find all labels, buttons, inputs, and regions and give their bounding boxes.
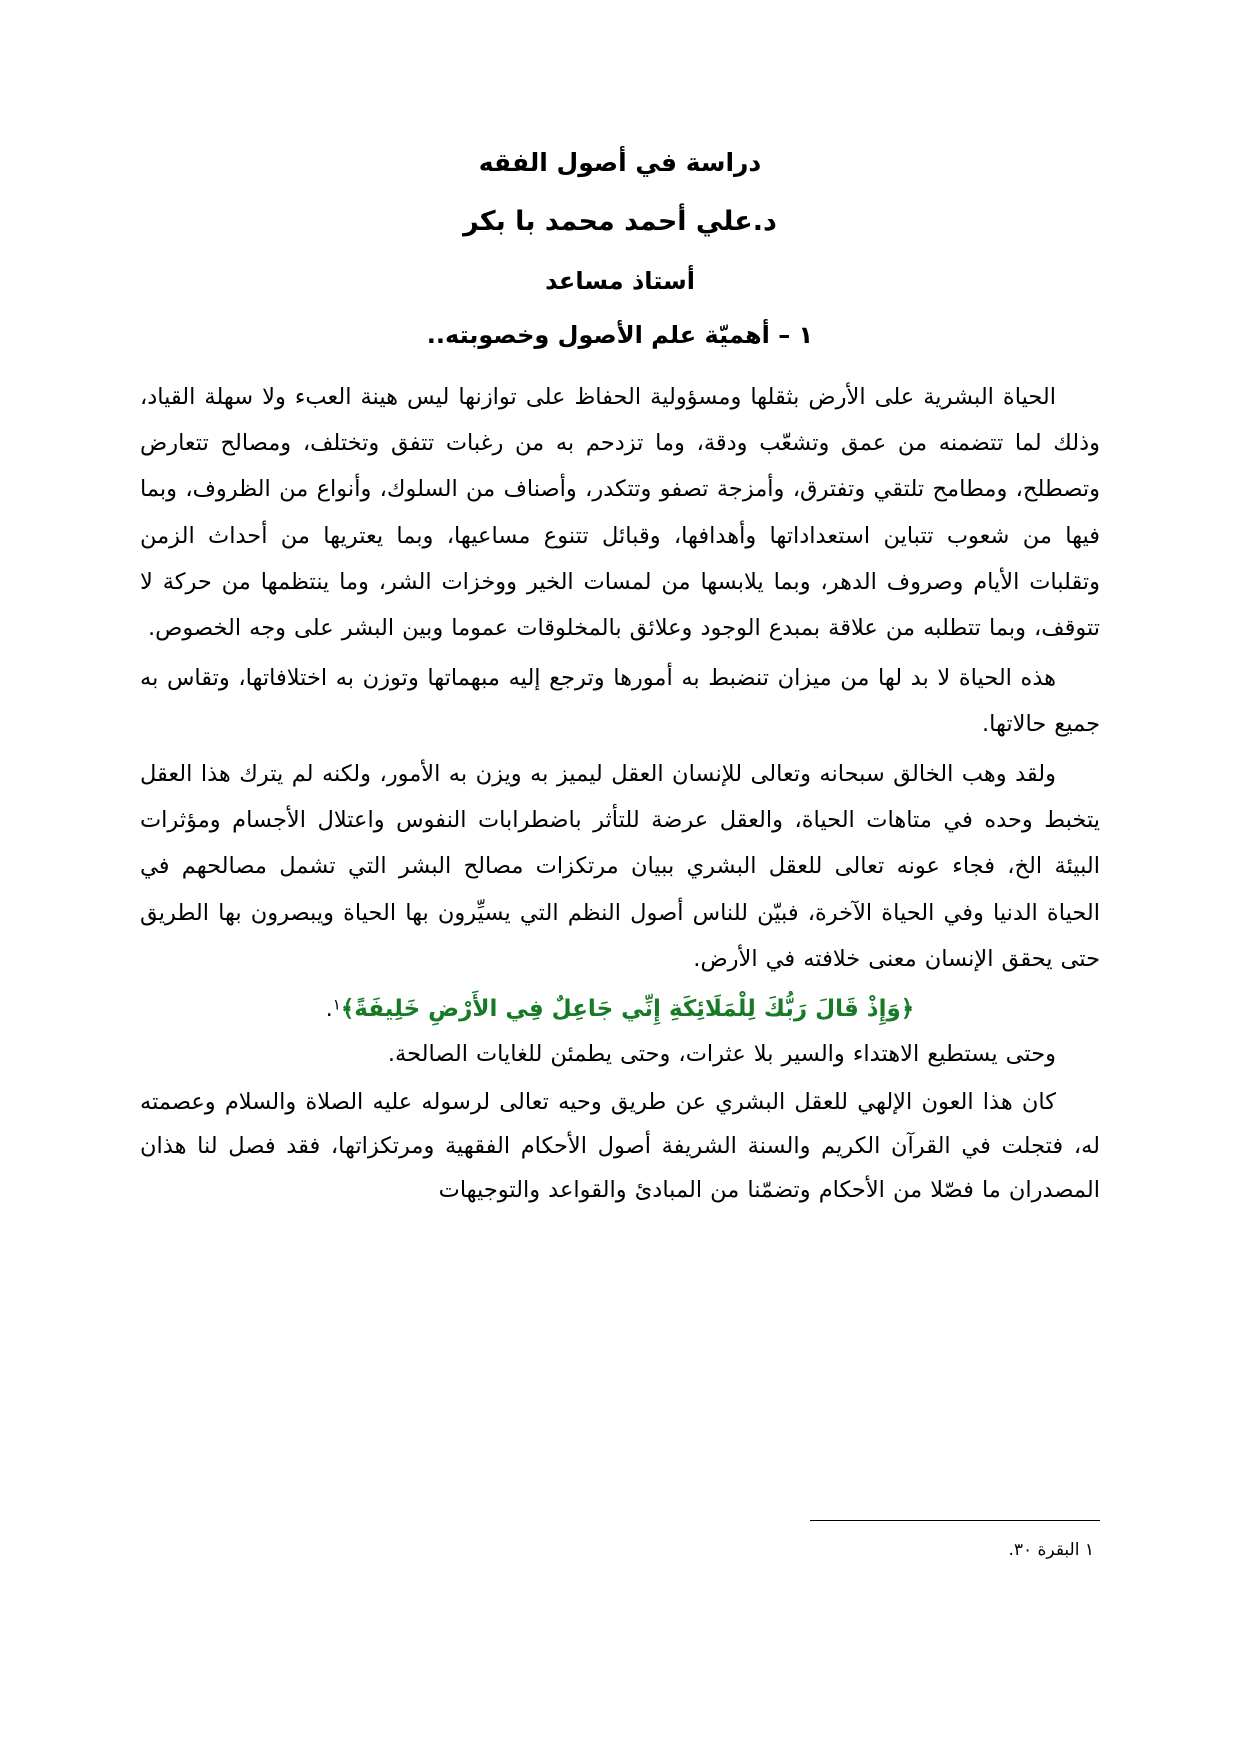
body-paragraph: الحياة البشرية على الأرض بثقلها ومسؤولية الحفاظ على توازنها ليس هينة العبء ولا سهلة القياد، وذلك لما تتضمنه من عمق وتشعّب ودقة، وما تزدحم به من رغبات تتفق وتختلف، ومصالح تتعارض وتصطلح، ومطامح تلتقي وتفترق، وأمزجة تصفو وتتكدر، وأصناف من السلوك، وأنواع من الظروف، وبما فيها من شعوب تتباين استعداداتها وأهدافها، وقبائل تتنوع مساعيها، وبما يعتريها من أحداث الزمن وتقلبات الأيام وصروف الدهر، وبما يلابسها من لمسات الخير ووخزات الشر، وما ينتظمها من حركة لا تتوقف، وبما تتطلبه من علاقة بمبدع الوجود وعلائق بالمخلوقات عموما وبين البشر على وجه الخصوص. [140,384,1100,641]
title-block [140,150,1100,294]
verse-trailing-punctuation: . [325,996,333,1022]
quran-verse-line [140,988,1100,1032]
quran-verse-text: ﴿وَإِذْ قَالَ رَبُّكَ لِلْمَلَائِكَةِ إِنِّي جَاعِلٌ فِي الأَرْضِ خَلِيفَةً﴾ [340,995,915,1022]
body-paragraph: وحتى يستطيع الاهتداء والسير بلا عثرات، وحتى يطمئن للغايات الصالحة. [387,1041,1056,1068]
body-paragraph: ولقد وهب الخالق سبحانه وتعالى للإنسان العقل ليميز به ويزن به الأمور، ولكنه لم يترك هذا العقل يتخبط وحده في متاهات الحياة، والعقل عرضة للتأثر باضطرابات النفوس واعتلال الأجسام ومؤثرات البيئة الخ، فجاء عونه تعالى للعقل البشري ببيان مرتكزات مصالح البشر التي تشمل مصالحهم في الحياة الدنيا وفي الحياة الآخرة، فبيّن للناس أصول النظم التي يسيِّرون بها الحياة ويبصرون بها الطريق حتى يحقق الإنسان معنى خلافته في الأرض. [140,761,1100,972]
footnote-area [140,1520,1100,1564]
page-title: دراسة في أصول الفقه [478,148,762,177]
body-paragraph: كان هذا العون الإلهي للعقل البشري عن طريق وحيه تعالى لرسوله عليه الصلاة والسلام وعصمته له، فتجلت في القرآن الكريم والسنة الشريفة أصول الأحكام الفقهية ومرتكزاتها، فقد فصل لنا هذان المصدران ما فصّلا من الأحكام وتضمّنا من المبادئ والقواعد والتوجيهات [140,1089,1100,1204]
section-heading: ١ – أهميّة علم الأصول وخصوبته.. [426,320,814,349]
verse-footnote-marker: ١ [332,995,341,1014]
author-rank: أستاذ مساعد [545,266,695,295]
author-name: د.علي أحمد محمد با بكر [463,206,777,238]
footnote-separator [810,1520,1100,1521]
document-content [140,150,1100,1217]
footnote-text: ١ البقرة ٣٠. [1008,1540,1094,1560]
body-paragraph: هذه الحياة لا بد لها من ميزان تنضبط به أمورها وترجع إليه مبهماتها وتوزن به اختلافاتها، وتقاس به جميع حالاتها. [140,664,1100,738]
